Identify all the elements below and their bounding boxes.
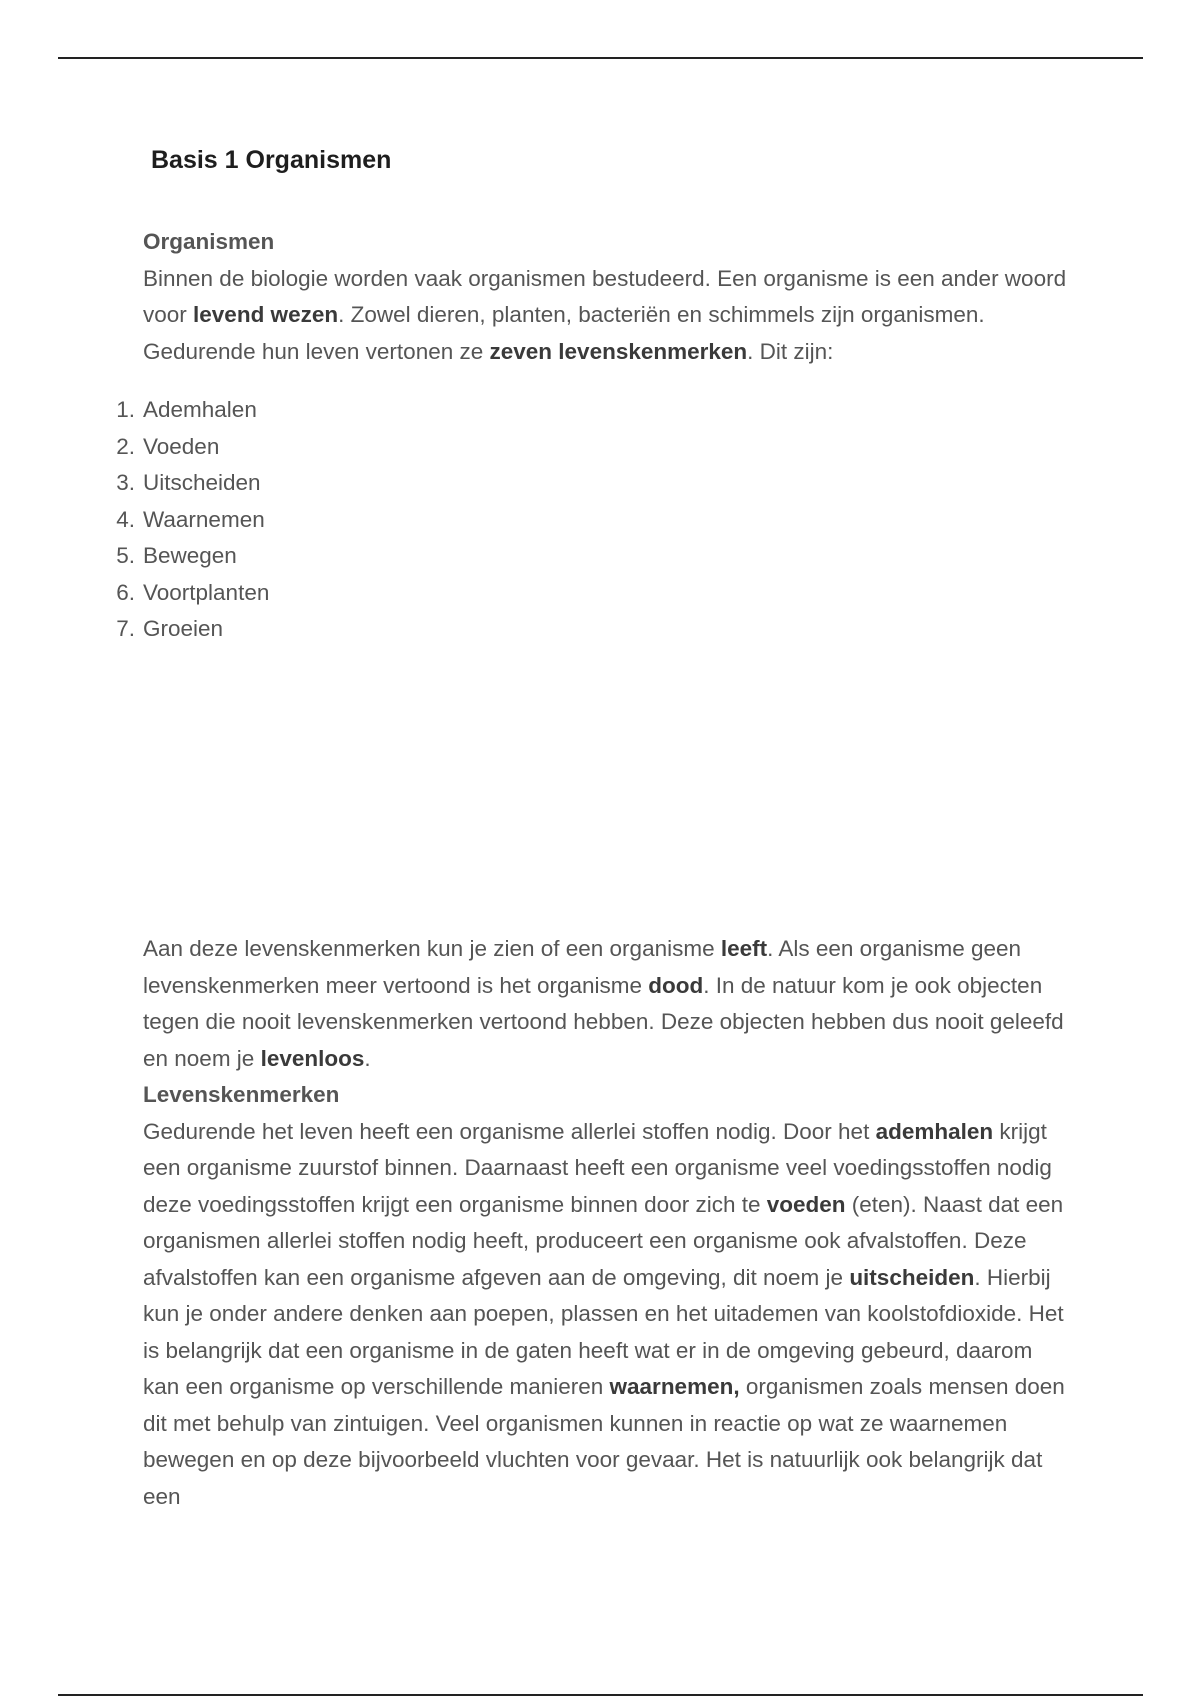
text-run: organismen zoals mensen doen dit met behulp van zintuigen. Veel organismen kunnen in reactie op wat ze waarnemen bewegen en op deze bijvoorbeeld vluchten voor gevaar. Het is natuurlijk ook belangrijk dat een: [143, 1374, 1065, 1509]
levenskenmerken-list: [116, 392, 1073, 648]
bold-term: zeven levenskenmerken: [489, 338, 748, 364]
list-item: 7. Groeien: [116, 616, 224, 641]
list-item: 3. Uitscheiden: [116, 470, 261, 495]
bold-term: voeden: [766, 1191, 846, 1217]
list-item: 6. Voortplanten: [116, 579, 270, 605]
text-run: Binnen de biologie worden vaak organismen bestudeerd. Een organisme is een ander woord voor: [143, 265, 1067, 327]
bottom-rule: [58, 1694, 1143, 1696]
text-run: Aan deze levenskenmerken kun je zien of een organisme: [143, 936, 721, 961]
text-run: . Als een organisme geen levenskenmerken meer vertoond is het organisme: [143, 936, 1022, 998]
levenskenmerken-paragraph: [143, 1114, 1073, 1516]
top-rule: [58, 57, 1143, 59]
text-run: . In de natuur kom je ook objecten tegen die nooit levenskenmerken vertoond hebben. Deze objecten hebben dus nooit geleefd en noem je: [143, 972, 1064, 1071]
text-run: (eten). Naast dat een organismen allerlei stoffen nodig heeft, produceert een organisme ook afvalstoffen. Deze afvalstoffen kan een organisme afgeven aan de omgeving, dit noem je: [143, 1191, 1064, 1290]
list-item: 5. Bewegen: [116, 543, 237, 568]
text-run: . Dit zijn:: [747, 338, 834, 364]
text-run: Gedurende het leven heeft een organisme allerlei stoffen nodig. Door het: [143, 1118, 876, 1144]
bold-term: leeft: [720, 936, 768, 961]
section-organismen: [116, 224, 1073, 648]
section-heading-organismen: Organismen: [143, 229, 275, 254]
section-leven-en-kenmerken: [143, 931, 1073, 1515]
text-run: krijgt een organisme zuurstof binnen. Daarnaast heeft een organisme veel voedingsstoffen nodig deze voedingsstoffen krijgt een organisme binnen door zich te: [143, 1118, 1052, 1217]
intro-paragraph: [143, 261, 1073, 371]
list-item: 1. Ademhalen: [116, 397, 257, 422]
section-heading-levenskenmerken: Levenskenmerken: [143, 1082, 340, 1107]
bold-term: dood: [648, 972, 704, 998]
text-run: . Hierbij kun je onder andere denken aan poepen, plassen en het uitademen van koolstofdioxide. Het is belangrijk dat een organisme in de gaten heeft wat er in de omgeving gebeurd, daarom kan een organisme op verschillende manieren: [143, 1264, 1064, 1399]
text-run: . Zowel dieren, planten, bacteriën en schimmels zijn organismen. Gedurende hun leven vertonen ze: [143, 302, 985, 364]
bold-term: levenloos: [260, 1045, 365, 1071]
page-title: Basis 1 Organismen: [151, 146, 392, 174]
bold-term: ademhalen: [875, 1118, 994, 1144]
leven-paragraph: [143, 931, 1073, 1077]
list-item: 2. Voeden: [116, 433, 220, 459]
bold-term: levend wezen: [193, 302, 339, 327]
list-item: 4. Waarnemen: [116, 506, 265, 532]
bold-term: waarnemen,: [609, 1374, 740, 1399]
bold-term: uitscheiden: [849, 1264, 975, 1290]
text-run: .: [364, 1045, 371, 1071]
